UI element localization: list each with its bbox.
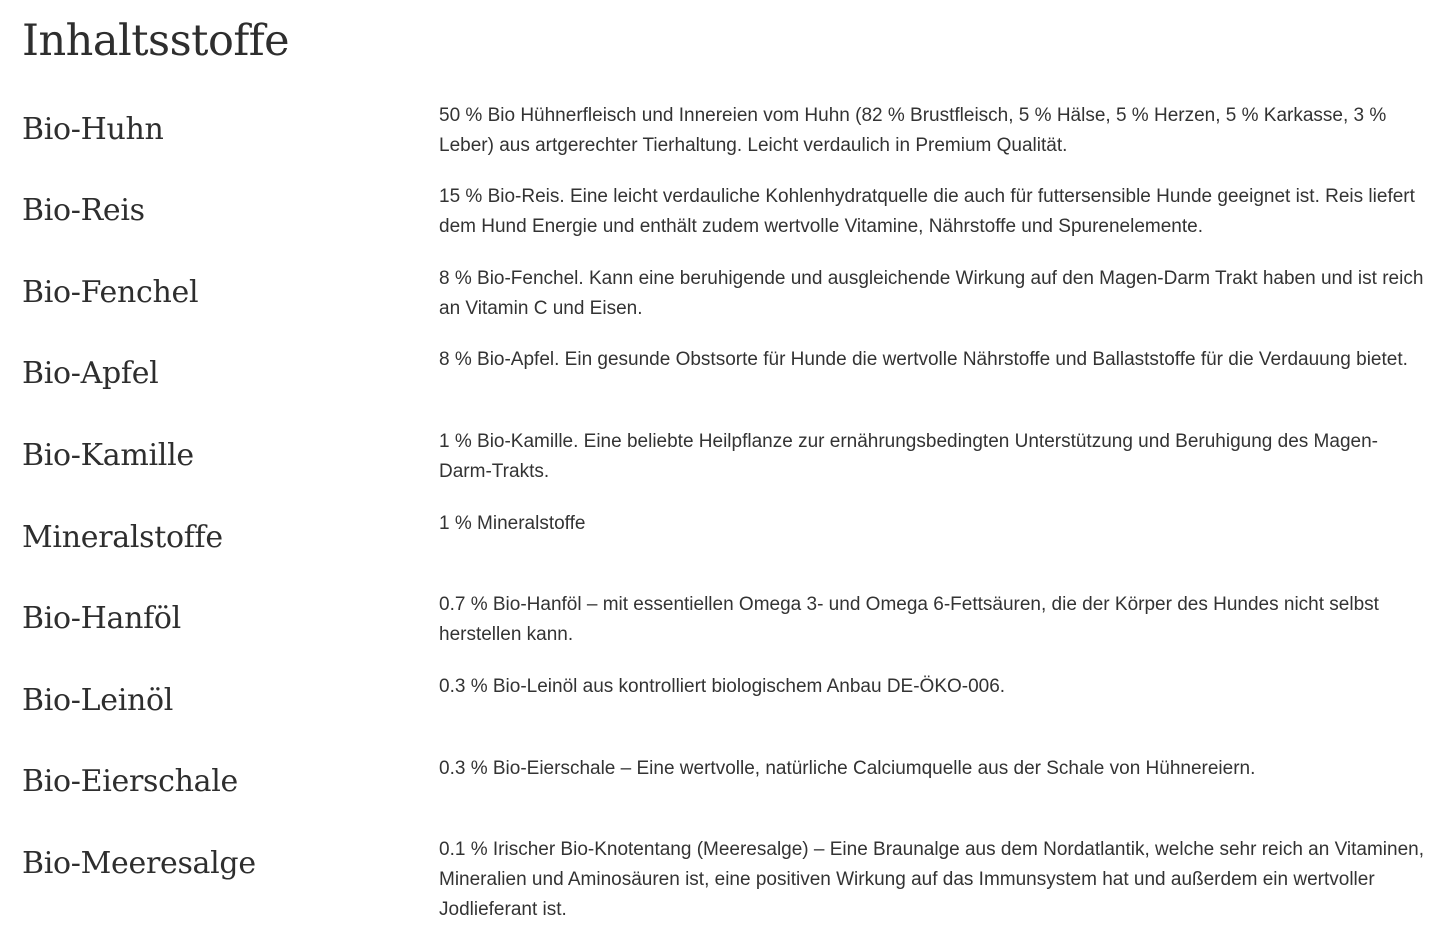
ingredient-description: 1 % Bio-Kamille. Eine beliebte Heilpflanze zur ernährungsbedingten Unterstützung und Beruhigung des Magen-Darm-Trakts.: [439, 431, 1378, 482]
page-title: Inhaltsstoffe: [22, 16, 290, 66]
ingredient-description: 50 % Bio Hühnerfleisch und Innereien vom Huhn (82 % Brustfleisch, 5 % Hälse, 5 % Herzen, 5 % Karkasse, 3 % Leber) aus artgerechter Tierhaltung. Leicht verdaulich in Premium Qualität.: [439, 105, 1387, 156]
ingredient-description: 0.1 % Irischer Bio-Knotentang (Meeresalge) – Eine Braunalge aus dem Nordatlantik, welche sehr reich an Vitaminen, Mineralien und Aminosäuren ist, eine positiven Wirkung auf das Immunsystem hat und außerdem ein wertvoller Jodlieferant ist.: [439, 839, 1425, 920]
ingredient-description: 15 % Bio-Reis. Eine leicht verdauliche Kohlenhydratquelle die auch für futtersensible Hunde geeignet ist. Reis liefert dem Hund Energie und enthält zudem wertvolle Vitamine, Nährstoffe und Spurenelemente.: [439, 186, 1415, 237]
ingredient-name: Mineralstoffe: [22, 520, 223, 555]
ingredient-name: Bio-Meeresalge: [22, 846, 256, 881]
ingredient-name: Bio-Huhn: [22, 112, 164, 147]
ingredient-name: Bio-Eierschale: [22, 764, 238, 799]
ingredient-name: Bio-Fenchel: [22, 275, 199, 310]
ingredient-description: 0.3 % Bio-Leinöl aus kontrolliert biologischem Anbau DE-ÖKO-006.: [439, 676, 1006, 697]
ingredient-description: 1 % Mineralstoffe: [439, 513, 586, 534]
ingredient-name: Bio-Leinöl: [22, 683, 174, 718]
ingredient-description: 0.7 % Bio-Hanföl – mit essentiellen Omega 3- und Omega 6-Fettsäuren, die der Körper des Hundes nicht selbst herstellen kann.: [439, 594, 1379, 645]
ingredient-description: 8 % Bio-Fenchel. Kann eine beruhigende und ausgleichende Wirkung auf den Magen-Darm Trakt haben und ist reich an Vitamin C und Eisen.: [439, 268, 1424, 319]
ingredient-name: Bio-Hanföl: [22, 601, 181, 636]
ingredient-name: Bio-Kamille: [22, 438, 194, 473]
ingredient-description: 8 % Bio-Apfel. Ein gesunde Obstsorte für Hunde die wertvolle Nährstoffe und Ballaststoffe für die Verdauung bietet.: [439, 349, 1408, 370]
ingredient-description: 0.3 % Bio-Eierschale – Eine wertvolle, natürliche Calciumquelle aus der Schale von Hühnereiern.: [439, 758, 1256, 779]
ingredient-name: Bio-Apfel: [22, 356, 159, 391]
ingredient-name: Bio-Reis: [22, 193, 145, 228]
